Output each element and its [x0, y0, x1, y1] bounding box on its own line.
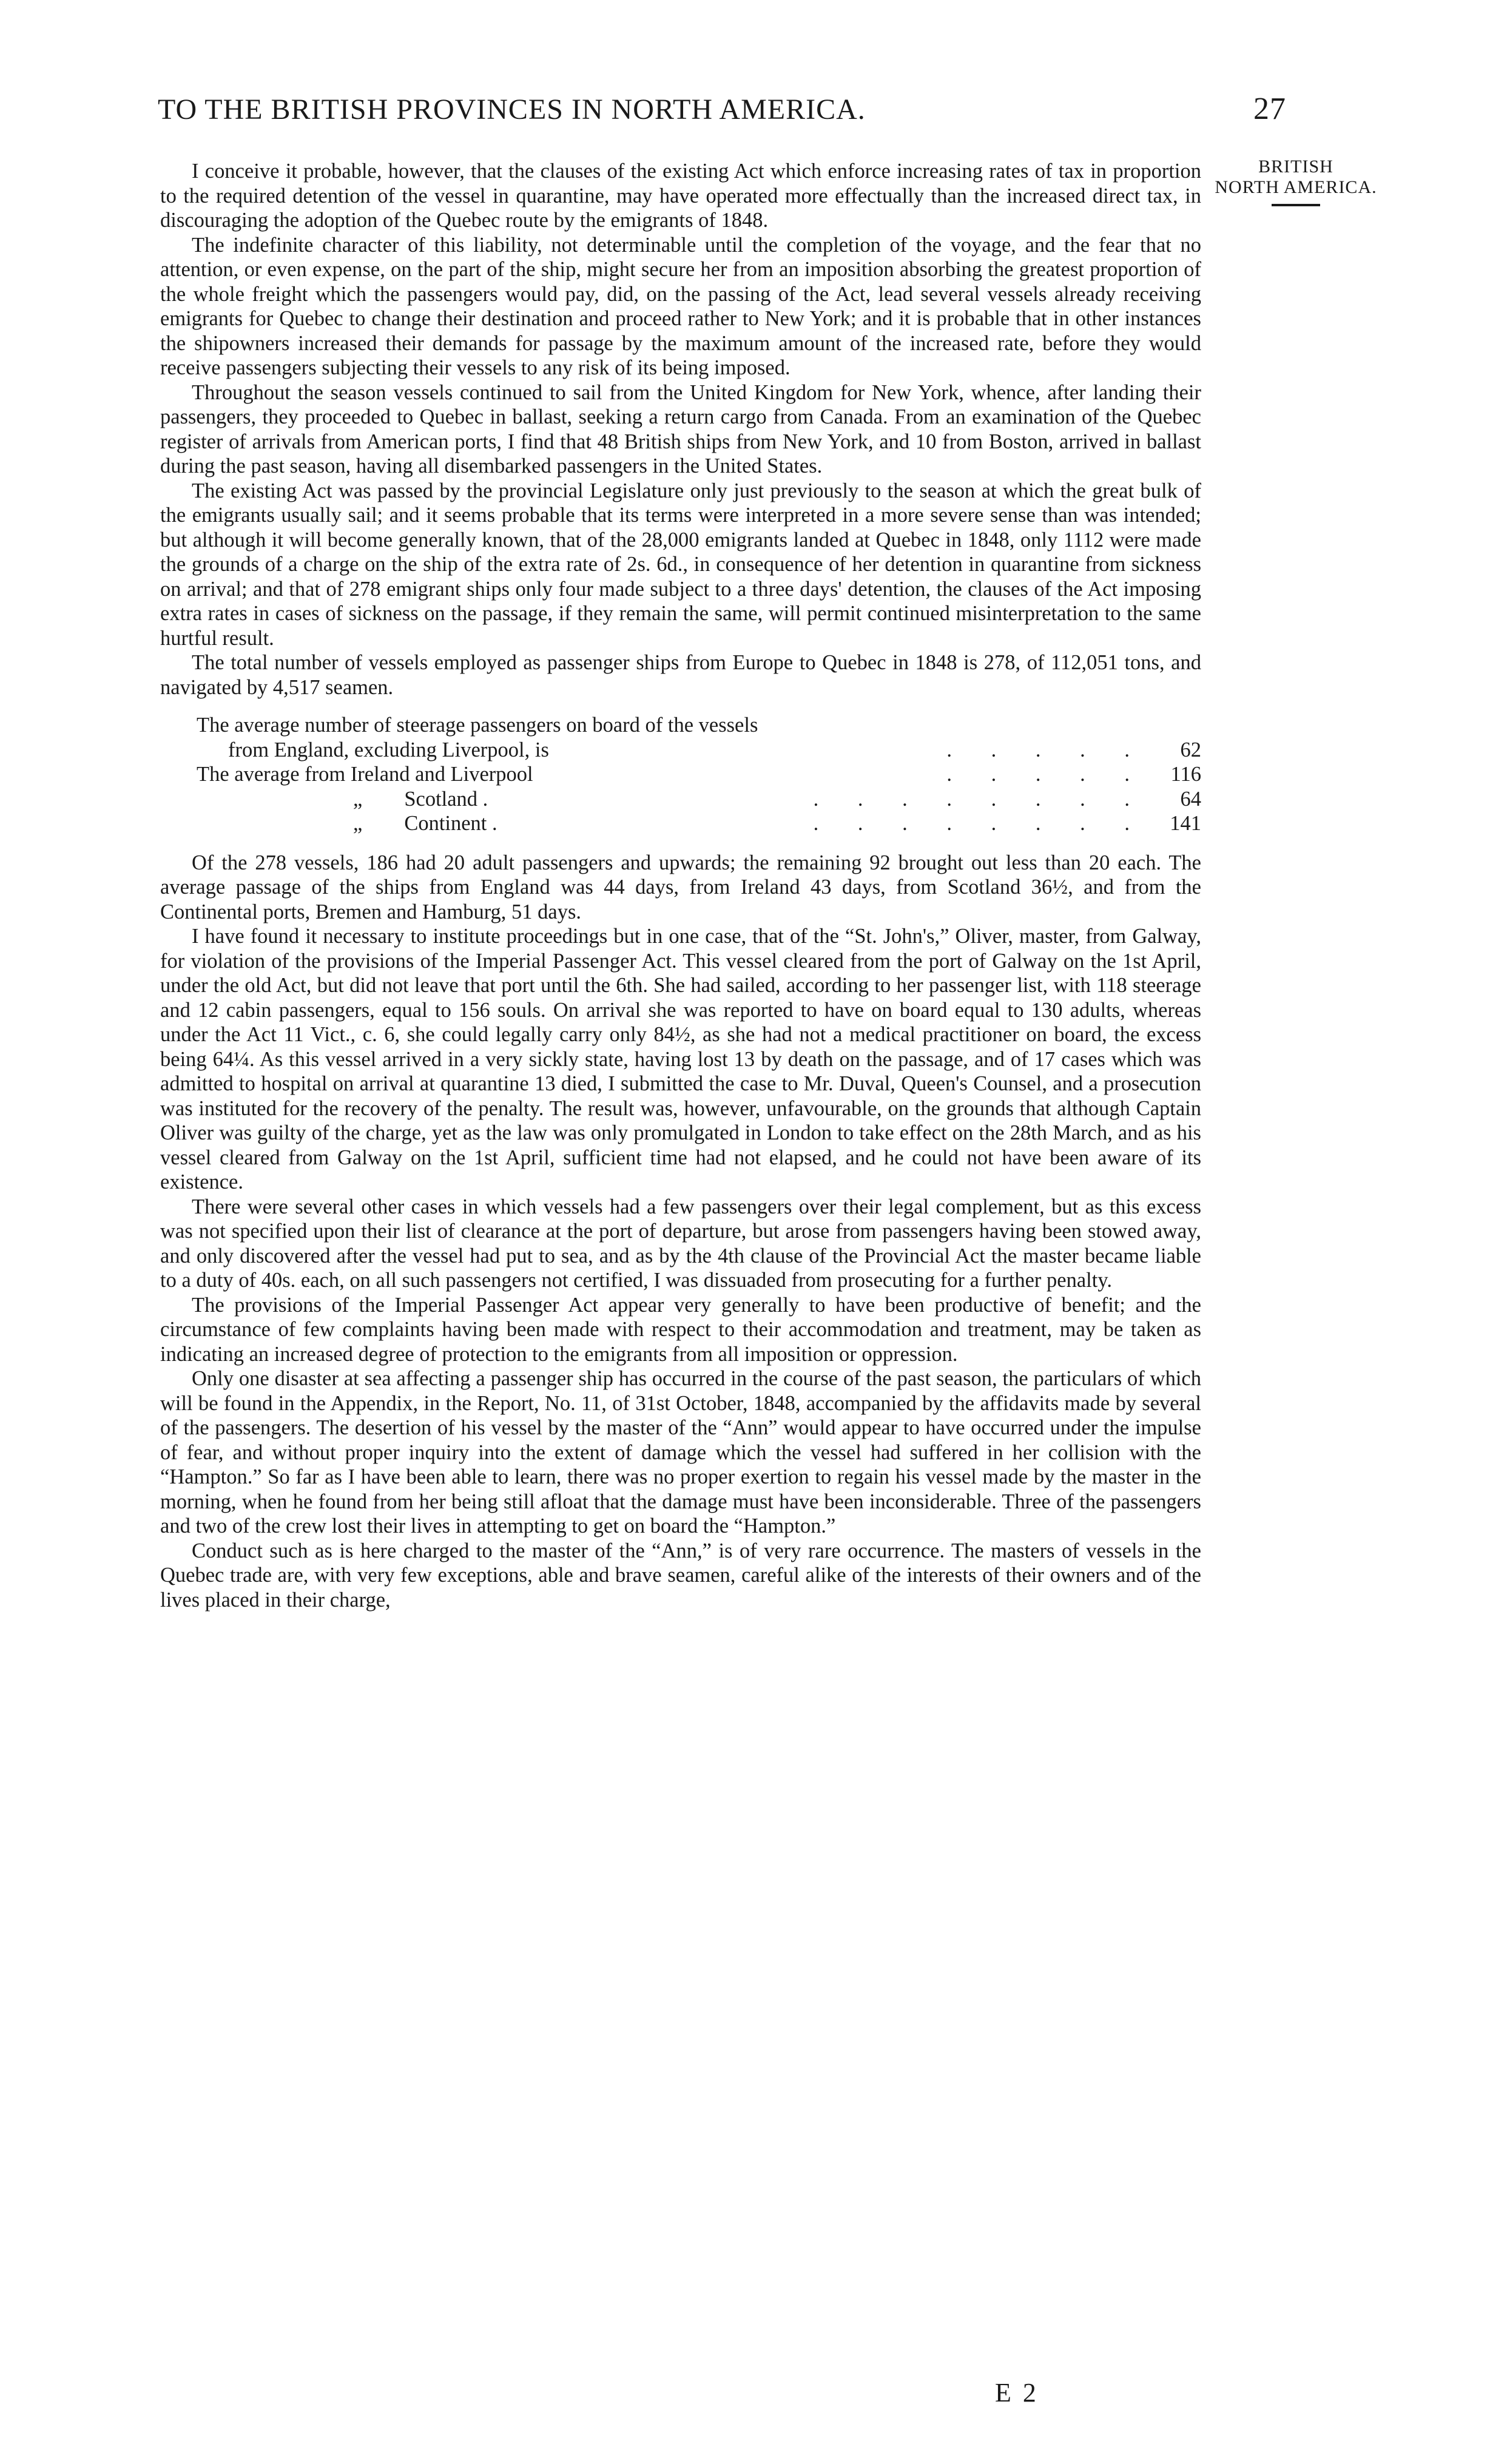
row-value: 62: [1180, 738, 1201, 761]
table-row: [160, 787, 1201, 812]
leader-dots: . . . . . . . .: [813, 787, 1147, 811]
paragraph: Conduct such as is here charged to the master of the “Ann,” is of very rare occurrence. The masters of vessels in the Quebec trade are, with very few exceptions, able and brave seamen, careful alike of the interests of their owners and of the lives placed in their charge,: [160, 1539, 1201, 1612]
margin-note-line-2: NORTH AMERICA.: [1215, 177, 1377, 197]
margin-rule: [1272, 204, 1320, 206]
row-value: 141: [1170, 812, 1201, 835]
body-text: [160, 159, 1201, 1612]
row-label: „ Continent .: [353, 812, 497, 835]
paragraph: I have found it necessary to institute proceedings but in one case, that of the “St. John's,” Oliver, master, from Galway, for violation of the provisions of the Imperial Passenger Act. This vessel cleared from the port of Galway on the 1st April, under the old Act, but did not leave that port until the 6th. She had sailed, according to her passenger list, with 118 steerage and 12 cabin passengers, equal to 156 souls. On arrival she was reported to have on board equal to 130 adults, whereas under the Act 11 Vict., c. 6, she could legally carry only 84½, as she had not a medical practitioner on board, the excess being 64¼. As this vessel arrived in a very sickly state, having lost 13 by death on the passage, and of 17 cases which was admitted to hospital on arrival at quarantine 13 died, I submitted the case to Mr. Duval, Queen's Counsel, and a prosecution was instituted for the recovery of the penalty. The result was, however, unfavourable, on the grounds that although Captain Oliver was guilty of the charge, yet as the law was only promulgated in London to take effect on the 28th March, and as his vessel cleared from Galway on the 1st April, sufficient time had not elapsed, and he could not have been aware of its existence.: [160, 925, 1201, 1193]
paragraph: The provisions of the Imperial Passenger Act appear very generally to have been productive of benefit; and the circumstance of few complaints having been made with respect to their accommodation and treatment, may be taken as indicating an increased degree of protection to the emigrants from all imposition or oppression.: [160, 1293, 1201, 1366]
leader-dots: . . . . . . . .: [813, 812, 1147, 835]
paragraph: Only one disaster at sea affecting a passenger ship has occurred in the course of the past season, the particulars of which will be found in the Appendix, in the Report, No. 11, of 31st October, 1848, accompanied by the affidavits made by several of the passengers. The desertion of his vessel by the master of the “Ann” would appear to have occurred under the impulse of fear, and without proper inquiry into the extent of damage which the vessel had suffered in her collision with the “Hampton.” So far as I have been able to learn, there was no proper exertion to regain his vessel made by the master in the morning, when he found from her being still afloat that the damage must have been inconsiderable. Three of the passengers and two of the crew lost their lives in attempting to get on board the “Hampton.”: [160, 1367, 1201, 1537]
table-intro-text: The average number of steerage passengers on board of the vessels: [197, 714, 758, 737]
page-number: 27: [1253, 92, 1286, 126]
margin-note-line-1: BRITISH: [1258, 157, 1333, 177]
signature-mark: E 2: [995, 2378, 1039, 2408]
page-title: TO THE BRITISH PROVINCES IN NORTH AMERICA.: [158, 93, 866, 126]
margin-note: [1211, 157, 1381, 206]
table-row: [160, 811, 1201, 836]
paragraph: Throughout the season vessels continued to sail from the United Kingdom for New York, whence, after landing their passengers, they proceeded to Quebec in ballast, seeking a return cargo from Canada. From an examination of the Quebec register of arrivals from American ports, I find that 48 British ships from New York, and 10 from Boston, arrived in ballast during the past season, having all disembarked passengers in the United States.: [160, 380, 1201, 478]
paragraph: The total number of vessels employed as passenger ships from Europe to Quebec in 1848 is 278, of 112,051 tons, and navigated by 4,517 seamen.: [160, 651, 1201, 699]
table-row: [160, 738, 1201, 763]
table-intro: [160, 713, 1201, 738]
row-label: The average from Ireland and Liverpool: [197, 763, 533, 786]
row-value: 64: [1180, 787, 1201, 811]
paragraph: The existing Act was passed by the provincial Legislature only just previously to the season at which the great bulk of the emigrants usually sail; and it seems probable that its terms were interpreted in a more severe sense than was intended; but although it will become generally known, that of the 28,000 emigrants landed at Quebec in 1848, only 1112 were made the grounds of a charge on the ship of the extra rate of 2s. 6d., in consequence of her detention in quarantine from sickness on arrival; and that of 278 emigrant ships only four made subject to a three days' detention, the clauses of the Act imposing extra rates in cases of sickness on the passage, if they remain the same, will permit continued misinterpretation to the same hurtful result.: [160, 479, 1201, 650]
paragraph: Of the 278 vessels, 186 had 20 adult passengers and upwards; the remaining 92 brought out less than 20 each. The average passage of the ships from England was 44 days, from Ireland 43 days, from Scotland 36½, and from the Continental ports, Bremen and Hamburg, 51 days.: [160, 851, 1201, 923]
paragraph: There were several other cases in which vessels had a few passengers over their legal complement, but as this excess was not specified upon their list of clearance at the port of departure, but arose from passengers having been stowed away, and only discovered after the vessel had put to sea, and as by the 4th clause of the Provincial Act the master became liable to a duty of 40s. each, on all such passengers not certified, I was dissuaded from prosecuting for a further penalty.: [160, 1195, 1201, 1292]
running-header: [158, 91, 1286, 127]
leader-dots: . . . . .: [946, 763, 1147, 786]
table-row: [160, 762, 1201, 787]
row-label: from England, excluding Liverpool, is: [228, 738, 549, 761]
paragraph: The indefinite character of this liability, not determinable until the completion of the voyage, and the fear that no attention, or even expense, on the part of the ship, might secure her from an imposition absorbing the greatest proportion of the whole freight which the passengers would pay, did, on the passing of the Act, lead several vessels already receiving emigrants for Quebec to change their destination and proceed rather to New York; and it is probable that in other instances the shipowners increased their demands for passage by the maximum amount of the increased rate, before they would receive passengers subjecting their vessels to any risk of its being imposed.: [160, 233, 1201, 379]
row-value: 116: [1170, 763, 1201, 786]
leader-dots: . . . . .: [946, 738, 1147, 761]
paragraph: I conceive it probable, however, that the clauses of the existing Act which enforce increasing rates of tax in proportion to the required detention of the vessel in quarantine, may have operated more effectually than the increased direct tax, in discouraging the adoption of the Quebec route by the emigrants of 1848.: [160, 160, 1201, 232]
average-passengers-table: [160, 713, 1201, 836]
row-label: „ Scotland .: [353, 787, 488, 811]
